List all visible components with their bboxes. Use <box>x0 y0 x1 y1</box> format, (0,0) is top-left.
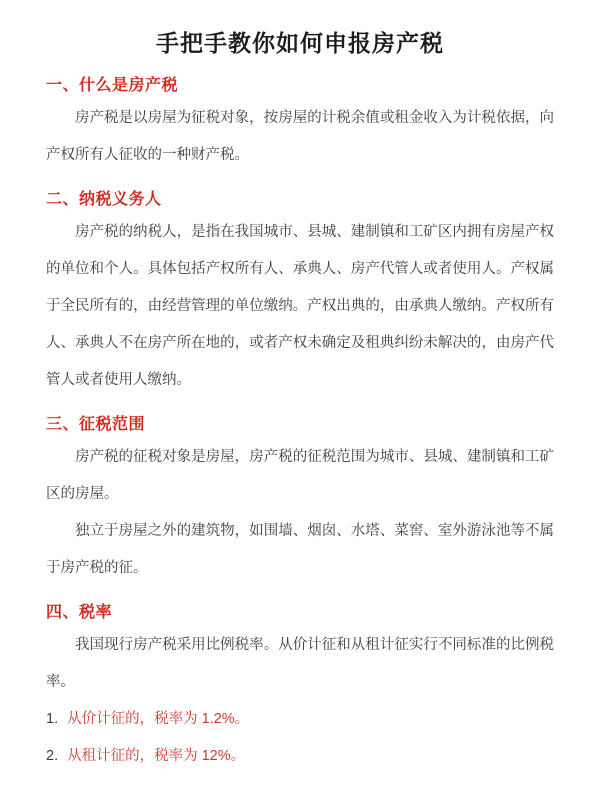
list-item-text: 从价计征的，税率为 1.2%。 <box>67 711 250 727</box>
list-item <box>46 701 554 738</box>
section-taxpayers <box>46 188 554 399</box>
section-heading-3: 三、征税范围 <box>46 416 146 433</box>
paragraph: 房产税的征税对象是房屋，房产税的征税范围为城市、县城、建制镇和工矿区的房屋。 <box>46 449 554 502</box>
section-what-is-property-tax <box>46 74 554 174</box>
paragraph: 房产税的纳税人，是指在我国城市、县城、建制镇和工矿区内拥有房屋产权的单位和个人。具体包括产权所有人、承典人、房产代管人或者使用人。产权属于全民所有的，由经营管理的单位缴纳。产权出典的，由承典人缴纳。产权所有人、承典人不在房产所在地的，或者产权未确定及租典纠纷未解决的，由房产代管人或者使用人缴纳。 <box>46 224 554 388</box>
section-heading-1: 一、什么是房产税 <box>46 77 179 94</box>
section-tax-scope <box>46 413 554 587</box>
section-heading-4: 四、税率 <box>46 604 113 621</box>
paragraph: 房产税是以房屋为征税对象，按房屋的计税余值或租金收入为计税依据，向产权所有人征收的一种财产税。 <box>46 110 554 163</box>
section-tax-rate <box>46 601 554 775</box>
paragraph: 我国现行房产税采用比例税率。从价计征和从租计征实行不同标准的比例税率。 <box>46 637 554 690</box>
list-item-number: 1. <box>46 711 59 727</box>
section-heading-2: 二、纳税义务人 <box>46 191 162 208</box>
document-title: 手把手教你如何申报房产税 <box>156 30 444 56</box>
list-item-text: 从租计征的，税率为 12%。 <box>67 748 246 764</box>
list-item <box>46 738 554 775</box>
paragraph: 独立于房屋之外的建筑物，如围墙、烟囱、水塔、菜窖、室外游泳池等不属于房产税的征。 <box>46 523 554 576</box>
list-item-number: 2. <box>46 748 59 764</box>
